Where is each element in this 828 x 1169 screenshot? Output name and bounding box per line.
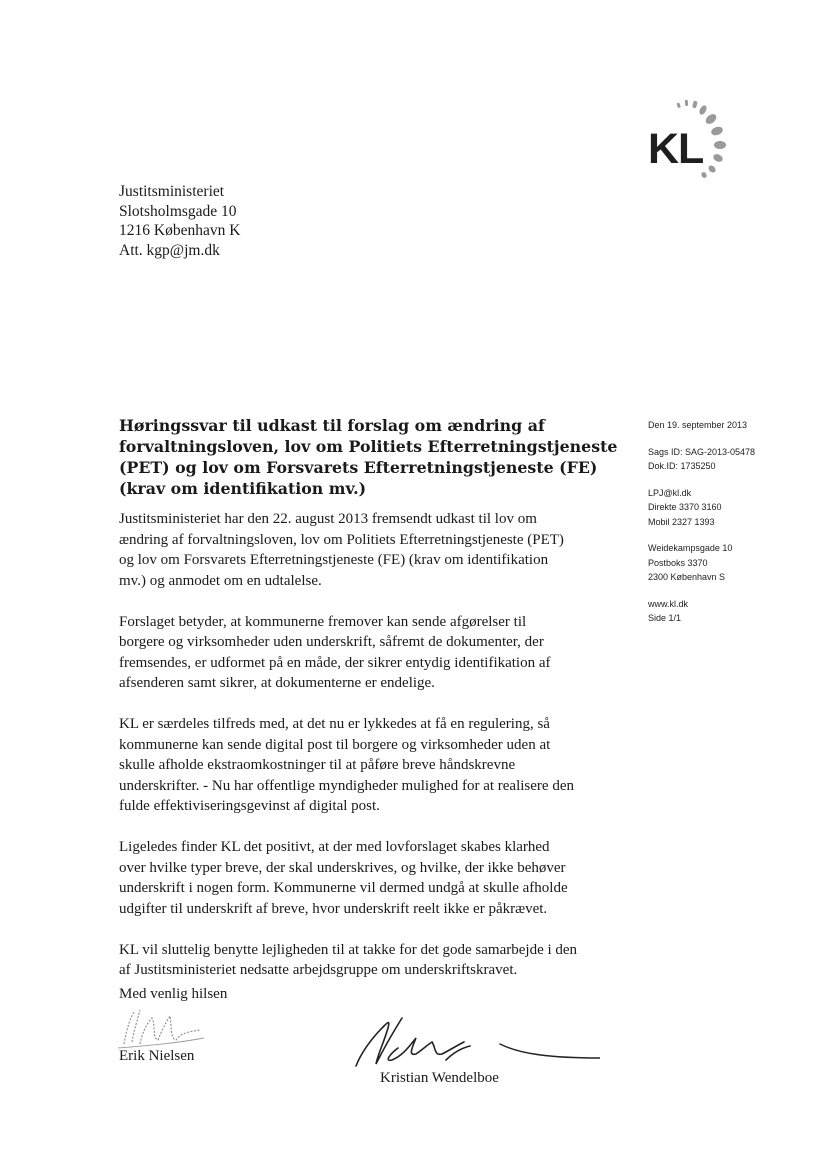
body-line: mv.) og anmodet om en udtalelse. [119,572,322,589]
kl-logo [640,95,740,185]
body-line: KL vil sluttelig benytte lejligheden til at takke for det gode samarbejde i den [119,941,578,958]
body-paragraph [119,714,619,817]
signer-name-1: Erik Nielsen [119,1048,195,1064]
body-line: af Justitsministeriet nedsatte arbejdsgruppe om underskriftskravet. [119,962,518,978]
body-line: underskrifter. - Nu har offentlige myndigheder mulighed for at realisere den [119,777,574,794]
body-line: Justitsministeriet har den 22. august 2013 fremsendt udkast til lov om [119,511,537,527]
address-line: 1216 København K [119,222,241,239]
page-number: Side 1/1 [648,613,682,623]
logo-wordmark: KL [648,125,704,173]
body-line: skulle afholde ekstraomkostninger til at påføre breve håndskrevne [119,757,516,773]
body-paragraph [119,940,619,981]
closing-greeting: Med venlig hilsen [119,986,228,1002]
title-line: forvaltningsloven, lov om Politiets Efterretningstjeneste [119,437,618,456]
document-id: Dok.ID: 1735250 [648,461,716,471]
case-id: Sags ID: SAG-2013-05478 [648,446,756,457]
body-line: ændring af forvaltningsloven, lov om Politiets Efterretningstjeneste (PET) [119,531,564,548]
sender-info-column [648,418,818,626]
title-line: (krav om identifikation mv.) [119,479,367,498]
body-line: KL er særdeles tilfreds med, at det nu er lykkedes at få en regulering, så [119,716,550,732]
title-line: Høringssvar til udkast til forslag om ændring af [119,416,545,435]
po-box: Postboks 3370 [648,557,708,568]
body-line: underskrift i nogen form. Kommunerne vil dermed undgå at skulle afholde [119,880,568,896]
body-line: over hvilke typer breve, der skal underskrives, og hvilke, der ikke behøver [119,859,566,876]
signer-name-2: Kristian Wendelboe [380,1070,499,1086]
body-line: Ligeledes finder KL det positivt, at der med lovforslaget skabes klarhed [119,839,550,855]
body-line: kommunerne kan sende digital post til borgere og virksomheder uden at [119,736,551,753]
letter-date: Den 19. september 2013 [648,420,748,430]
letter-body [119,509,619,1001]
website: www.kl.dk [648,598,689,609]
body-line: udgifter til underskrift af breve, hvor underskrift reelt ikke er påkrævet. [119,900,548,917]
body-line: borgere og virksomheder uden underskrift, såfremt de dokumenter, der [119,634,544,650]
street-address: Weidekampsgade 10 [648,543,733,553]
body-line: fremsendes, er udformet på en måde, der sikrer entydig identifikation af [119,654,551,671]
address-line: Att. kgp@jm.dk [119,241,220,259]
body-line: og lov om Forsvarets Efterretningstjeneste (FE) (krav om identifikation [119,552,549,568]
body-line: afsenderen samt sikrer, at dokumenterne er endelige. [119,675,435,691]
address-line: Slotsholmsgade 10 [119,202,237,220]
letter-title [119,415,618,499]
address-line: Justitsministeriet [119,183,225,200]
body-paragraph [119,509,619,591]
direct-phone: Direkte 3370 3160 [648,502,722,512]
mobile-phone: Mobil 2327 1393 [648,516,715,527]
contact-email: LPJ@kl.dk [648,487,692,498]
title-line: (PET) og lov om Forsvarets Efterretningstjeneste (FE) [119,458,598,477]
body-line: Forslaget betyder, at kommunerne fremover kan sende afgørelser til [119,613,527,630]
body-paragraph [119,837,619,919]
city: 2300 København S [648,572,726,582]
recipient-address [119,182,240,260]
body-paragraph [119,612,619,694]
body-line: fulde effektiviseringsgevinst af digital post. [119,798,380,814]
